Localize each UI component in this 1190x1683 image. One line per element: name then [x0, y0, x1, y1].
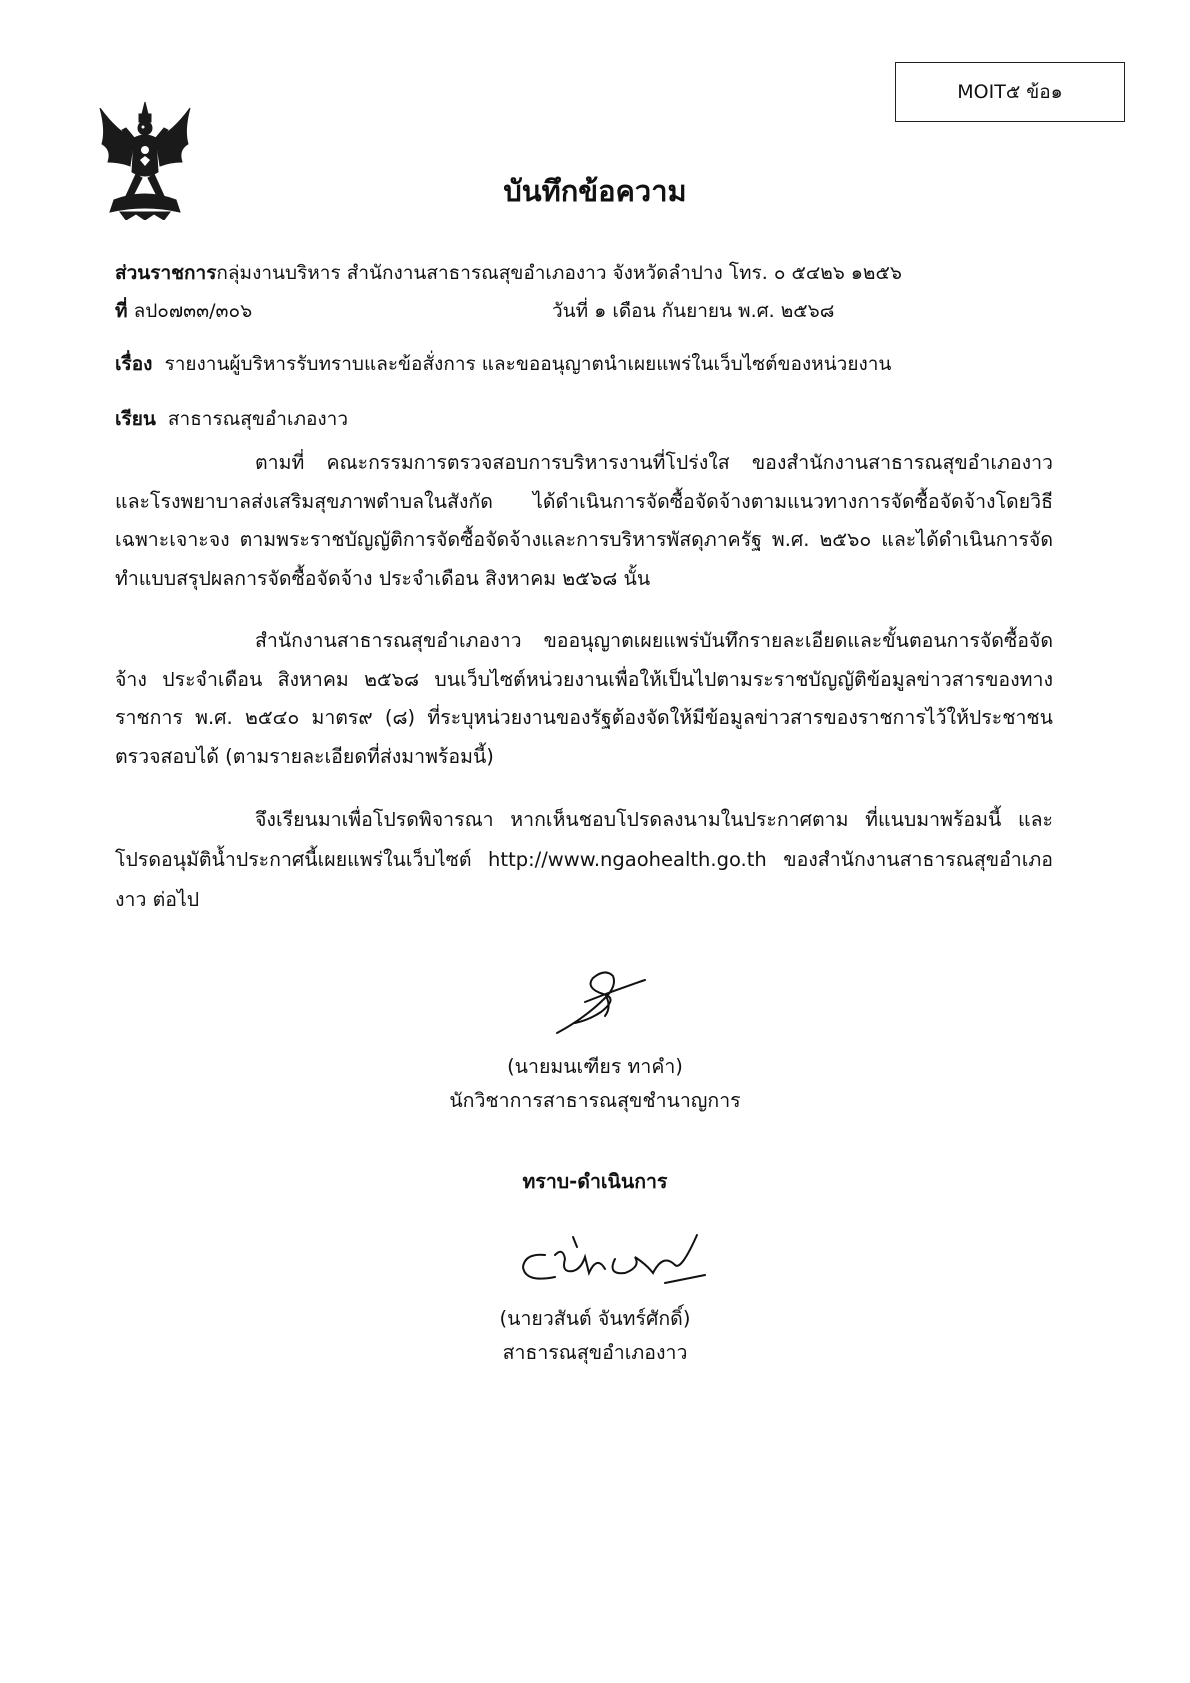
body-paragraph-3: จึงเรียนมาเพื่อโปรดพิจารณา หากเห็นชอบโปรดลงนามในประกาศตาม ที่แนบมาพร้อมนี้ และโปรดอนุมัติน้ำประกาศนี้เผยแพร่ในเว็บไซต์ http://www.ngaohealth.go.th ของสำนักงานสาธารณสุขอำเภองาว ต่อไป — [115, 808, 1053, 911]
signer-2-block — [340, 1302, 850, 1370]
reference-label: ที่ — [115, 300, 128, 322]
approval-note: ทราบ-ดำเนินการ — [522, 1170, 668, 1193]
agency-line — [115, 258, 902, 288]
document-code: MOIT๕ ข้อ๑ — [957, 81, 1063, 103]
agency-label: ส่วนราชการ — [115, 262, 217, 284]
subject-line — [115, 349, 891, 379]
body-paragraph-2: สำนักงานสาธารณสุขอำเภองาว ขออนุญาตเผยแพร่บันทึกรายละเอียดและขั้นตอนการจัดซื้อจัดจ้าง ประจำเดือน สิงหาคม ๒๕๖๘ บนเว็บไซต์หน่วยงานเพื่อให้เป็นไปตามระราชบัญญัติข้อมูลข่าวสารของทางราชการ พ.ศ. ๒๕๔๐ มาตร๙ (๘) ที่ระบุหน่วยงานของรัฐต้องจัดให้มีข้อมูลข่าวสารของราชการไว้ให้ประชาชนตรวจสอบได้ (ตามรายละเอียดที่ส่งมาพร้อมนี้) — [115, 629, 1053, 768]
body-paragraph-1: ตามที่ คณะกรรมการตรวจสอบการบริหารงานที่โปร่งใส ของสำนักงานสาธารณสุขอำเภองาว และโรงพยาบาลส่งเสริมสุขภาพตำบลในสังกัด ได้ดำเนินการจัดซื้อจัดจ้างตามแนวทางการจัดซื้อจัดจ้างโดยวิธีเฉพาะเจาะจง ตามพระราชบัญญัติการจัดซื้อจัดจ้างและการบริหารพัสดุภาครัฐ พ.ศ. ๒๕๖๐ และได้ดำเนินการจัดทำแบบสรุปผลการจัดซื้อจัดจ้าง ประจำเดือน สิงหาคม ๒๕๖๘ นั้น — [115, 451, 1053, 590]
reference-number: ลป๐๗๓๓/๓๐๖ — [133, 300, 253, 322]
signer-2-name: (นายวสันต์ จันทร์ศักดิ์) — [499, 1307, 691, 1330]
signer-1-block — [340, 1050, 850, 1118]
subject-value: รายงานผู้บริหารรับทราบและข้อสั่งการ และขออนุญาตนำเผยแพร่ในเว็บไซต์ของหน่วยงาน — [164, 353, 892, 375]
signer-2-position: สาธารณสุขอำเภองาว — [502, 1341, 688, 1364]
signer-1-position: นักวิชาการสาธารณสุขชำนาญการ — [449, 1089, 741, 1112]
subject-label: เรื่อง — [115, 353, 153, 375]
document-date: วันที่ ๑ เดือน กันยายน พ.ศ. ๒๕๖๘ — [552, 300, 835, 322]
addressee-line — [115, 404, 348, 434]
signature-2 — [515, 1225, 715, 1305]
signer-1-name: (นายมนเฑียร ทาคำ) — [507, 1055, 683, 1078]
addressee-value: สาธารณสุขอำเภองาว — [167, 408, 348, 430]
signature-1 — [545, 968, 655, 1038]
document-title: บันทึกข้อความ — [503, 174, 687, 208]
agency-value: กลุ่มงานบริหาร สำนักงานสาธารณสุขอำเภองาว จังหวัดลำปาง โทร. ๐ ๕๔๒๖ ๑๒๕๖ — [216, 262, 902, 284]
addressee-label: เรียน — [115, 408, 156, 430]
reference-line — [115, 296, 252, 326]
document-code-box — [895, 62, 1125, 122]
